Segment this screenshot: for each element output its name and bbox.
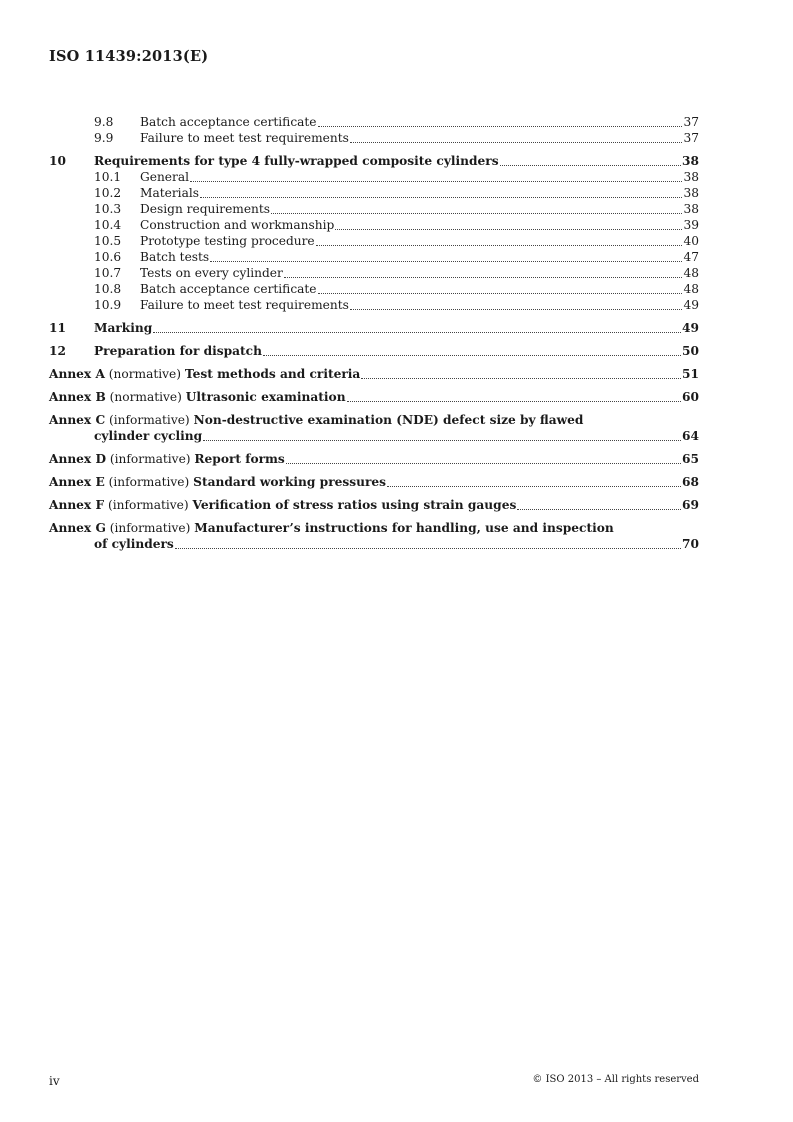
toc-clause-number: 12 bbox=[49, 344, 66, 358]
toc-annex-e[interactable] bbox=[49, 474, 699, 490]
annex-title: Manufacturer’s instructions for handling, use and inspection bbox=[194, 521, 614, 535]
toc-entry-page: 38 bbox=[683, 186, 699, 200]
annex-kind: (informative) bbox=[109, 452, 191, 466]
toc-clause-10[interactable] bbox=[49, 153, 699, 169]
toc-clause-page: 49 bbox=[682, 321, 699, 335]
dot-leader bbox=[350, 141, 683, 143]
annex-title: Verification of stress ratios using strain gauges bbox=[192, 498, 517, 512]
toc-entry-page: 38 bbox=[683, 202, 699, 216]
toc-entry-number: 10.7 bbox=[94, 266, 122, 280]
annex-kind: (informative) bbox=[108, 475, 190, 489]
toc-entry-page: 48 bbox=[683, 266, 699, 280]
annex-title: Standard working pressures bbox=[193, 475, 386, 489]
toc-clause-title: Requirements for type 4 fully-wrapped composite cylinders bbox=[94, 154, 499, 168]
annex-kind: (normative) bbox=[109, 390, 182, 404]
dot-leader bbox=[350, 308, 683, 310]
toc-entry-title: Batch tests bbox=[140, 250, 210, 264]
toc-entry-title: Tests on every cylinder bbox=[140, 266, 283, 280]
page-number: iv bbox=[49, 1074, 60, 1088]
toc-entry-title: Prototype testing procedure bbox=[140, 234, 315, 248]
toc-entry-number: 10.1 bbox=[94, 170, 122, 184]
toc-entry-number: 10.2 bbox=[94, 186, 122, 200]
annex-page: 64 bbox=[682, 429, 699, 443]
dot-leader bbox=[271, 212, 682, 214]
dot-leader bbox=[203, 439, 681, 441]
dot-leader bbox=[210, 260, 682, 262]
toc-entry-number: 10.9 bbox=[94, 298, 122, 312]
toc-entry-10-3[interactable] bbox=[49, 201, 699, 217]
toc-annex-f[interactable] bbox=[49, 497, 699, 513]
toc-entry-number: 9.9 bbox=[94, 131, 114, 145]
dot-leader bbox=[387, 485, 681, 487]
dot-leader bbox=[175, 547, 681, 549]
toc-entry-9-9[interactable] bbox=[49, 130, 699, 146]
dot-leader bbox=[200, 196, 682, 198]
toc-entry-page: 47 bbox=[683, 250, 699, 264]
annex-title: Ultrasonic examination bbox=[185, 390, 346, 404]
toc-annex-d[interactable] bbox=[49, 451, 699, 467]
annex-label: Annex E bbox=[49, 475, 105, 489]
annex-label: Annex D bbox=[49, 452, 107, 466]
dot-leader bbox=[190, 180, 682, 182]
dot-leader bbox=[347, 400, 681, 402]
toc-entry-10-8[interactable] bbox=[49, 281, 699, 297]
dot-leader bbox=[318, 292, 683, 294]
annex-kind: (informative) bbox=[107, 498, 189, 512]
dot-leader bbox=[316, 244, 683, 246]
dot-leader bbox=[500, 164, 681, 166]
toc-entry-page: 39 bbox=[683, 218, 699, 232]
toc-annex-c[interactable] bbox=[49, 412, 699, 444]
toc-entry-title: Batch acceptance certificate bbox=[140, 115, 317, 129]
toc-entry-number: 10.8 bbox=[94, 282, 122, 296]
toc-entry-page: 48 bbox=[683, 282, 699, 296]
dot-leader bbox=[335, 228, 682, 230]
annex-title-continued: of cylinders bbox=[94, 537, 174, 551]
toc-entry-number: 10.5 bbox=[94, 234, 122, 248]
toc-entry-title: General bbox=[140, 170, 189, 184]
annex-page: 51 bbox=[682, 367, 699, 381]
dot-leader bbox=[153, 331, 681, 333]
toc-entry-10-4[interactable] bbox=[49, 217, 699, 233]
table-of-contents bbox=[49, 114, 699, 552]
annex-page: 70 bbox=[682, 537, 699, 551]
annex-page: 65 bbox=[682, 452, 699, 466]
document-id: ISO 11439:2013(E) bbox=[49, 48, 209, 65]
annex-label: Annex C bbox=[49, 413, 106, 427]
toc-annex-b[interactable] bbox=[49, 389, 699, 405]
toc-entry-10-2[interactable] bbox=[49, 185, 699, 201]
annex-title: Test methods and criteria bbox=[184, 367, 361, 381]
toc-entry-page: 40 bbox=[683, 234, 699, 248]
toc-entry-10-7[interactable] bbox=[49, 265, 699, 281]
copyright-notice: © ISO 2013 – All rights reserved bbox=[532, 1074, 699, 1085]
annex-kind: (informative) bbox=[109, 413, 190, 427]
toc-entry-page: 49 bbox=[683, 298, 699, 312]
toc-entry-number: 10.6 bbox=[94, 250, 122, 264]
dot-leader bbox=[284, 276, 683, 278]
toc-clause-page: 38 bbox=[682, 154, 699, 168]
annex-title: Non-destructive examination (NDE) defect size by flawed bbox=[193, 413, 584, 427]
toc-entry-page: 37 bbox=[683, 131, 699, 145]
annex-kind: (normative) bbox=[108, 367, 182, 381]
annex-label: Annex G bbox=[49, 521, 106, 535]
toc-entry-title: Failure to meet test requirements bbox=[140, 298, 349, 312]
toc-annex-a[interactable] bbox=[49, 366, 699, 382]
toc-annex-g[interactable] bbox=[49, 520, 699, 552]
toc-clause-title: Marking bbox=[94, 321, 153, 335]
annex-title-continued: cylinder cycling bbox=[94, 429, 203, 443]
toc-clause-page: 50 bbox=[682, 344, 699, 358]
toc-entry-title: Failure to meet test requirements bbox=[140, 131, 349, 145]
toc-entry-10-1[interactable] bbox=[49, 169, 699, 185]
dot-leader bbox=[263, 354, 681, 356]
toc-entry-10-9[interactable] bbox=[49, 297, 699, 313]
toc-clause-number: 10 bbox=[49, 154, 66, 168]
toc-entry-title: Materials bbox=[140, 186, 199, 200]
annex-title: Report forms bbox=[194, 452, 285, 466]
annex-label: Annex F bbox=[49, 498, 105, 512]
dot-leader bbox=[286, 462, 681, 464]
toc-entry-page: 37 bbox=[683, 115, 699, 129]
toc-clause-12[interactable] bbox=[49, 343, 699, 359]
dot-leader bbox=[318, 125, 683, 127]
annex-label: Annex B bbox=[49, 390, 106, 404]
annex-page: 69 bbox=[682, 498, 699, 512]
annex-page: 68 bbox=[682, 475, 699, 489]
toc-entry-page: 38 bbox=[683, 170, 699, 184]
toc-entry-9-8[interactable] bbox=[49, 114, 699, 130]
annex-kind: (informative) bbox=[109, 521, 191, 535]
toc-entry-number: 10.4 bbox=[94, 218, 122, 232]
toc-entry-number: 9.8 bbox=[94, 115, 114, 129]
toc-clause-title: Preparation for dispatch bbox=[94, 344, 262, 358]
dot-leader bbox=[361, 377, 681, 379]
annex-page: 60 bbox=[682, 390, 699, 404]
toc-clause-number: 11 bbox=[49, 321, 66, 335]
toc-clause-11[interactable] bbox=[49, 320, 699, 336]
toc-entry-10-6[interactable] bbox=[49, 249, 699, 265]
toc-entry-title: Batch acceptance certificate bbox=[140, 282, 317, 296]
dot-leader bbox=[517, 508, 681, 510]
toc-entry-title: Design requirements bbox=[140, 202, 271, 216]
toc-entry-number: 10.3 bbox=[94, 202, 122, 216]
toc-entry-10-5[interactable] bbox=[49, 233, 699, 249]
annex-label: Annex A bbox=[49, 367, 105, 381]
toc-entry-title: Construction and workmanship bbox=[140, 218, 335, 232]
